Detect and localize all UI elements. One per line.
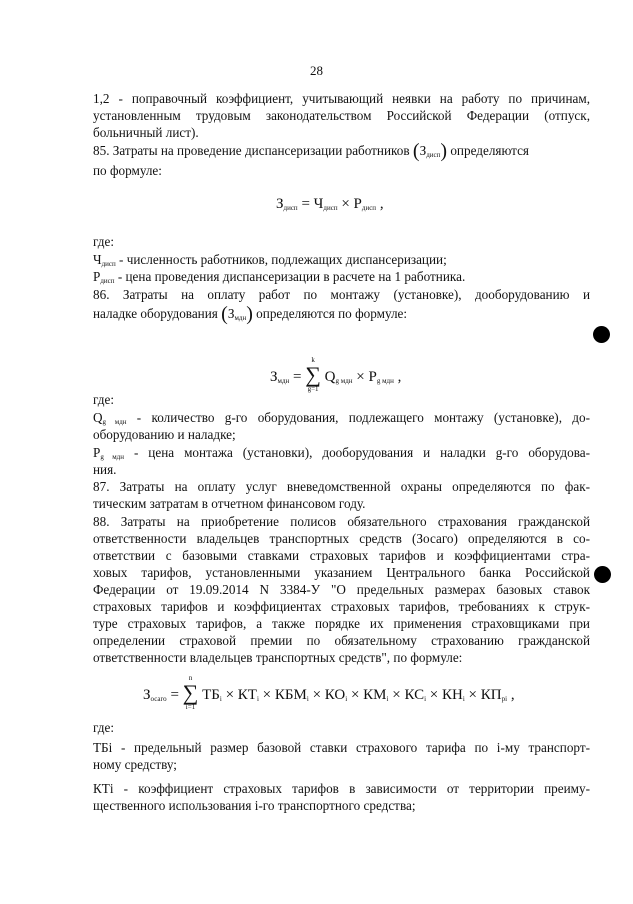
text-line: 1,2 - поправочный коэффициент, учитывающий неявки на работу по причинам, — [93, 91, 590, 106]
text-line: больничный лист). — [93, 125, 199, 140]
definition-line: $P_{g мдн}$ - цена монтажа (установки), дооборудования и наладки g-го оборудова- — [93, 445, 590, 461]
text-line: определении страховой премии по обязательному страхованию гражданской — [93, 633, 590, 648]
text-line: щественного использования i-го транспортного средства; — [93, 798, 416, 813]
text-line: ответственности владельцев транспортных средств (Зосаго) определяются в со- — [93, 531, 590, 546]
formula-osago: $З_{осаго}$ = n ∑ i=1 $ТБ_i \times КТ_i \times КБМ_i \times КО_i \times КМ_i \times КС_i \times КН_i \times КП_{pi}$ , — [143, 674, 515, 711]
text-line: 86. Затраты на оплату работ по монтажу (установке), дооборудованию и — [93, 287, 590, 302]
text-line: ответствии с базовыми ставками страховых тарифов и коэффициентами стра- — [93, 548, 590, 563]
formula-montazh: $З_{мдн}$ = k ∑ g=1 $Q_{g мдн} \times P_{g мдн}$ , — [270, 356, 402, 393]
definition-line: КТi - коэффициент страховых тарифов в зависимости от территории преиму- — [93, 781, 590, 796]
text-line: ния. — [93, 462, 117, 477]
text-line: по формуле: — [93, 163, 162, 178]
punch-hole-mark — [593, 326, 610, 343]
definition-line: $Q_{g мдн}$ - количество g-го оборудования, подлежащего монтажу (установке), до- — [93, 410, 590, 426]
definition-line: $Ч_{дисп}$ - численность работников, подлежащих диспансеризации; — [93, 252, 447, 268]
sum-sign: k ∑ g=1 — [305, 356, 321, 393]
paragraph-85-line1: 85. Затраты на проведение диспансеризации работников $(З_{дисп})$ определяются — [93, 140, 529, 162]
text-line: Федерации от 19.09.2014 N 3384-У "О предельных размерах базовых ставок — [93, 582, 590, 597]
text-line: ному средству; — [93, 757, 177, 772]
punch-hole-mark — [594, 566, 611, 583]
text-line: туре страховых тарифов, а также порядке их применения страховщиками при — [93, 616, 590, 631]
text-line: оборудованию и наладке; — [93, 427, 236, 442]
text-line: 88. Затраты на приобретение полисов обязательного страхования гражданской — [93, 514, 590, 529]
definition-line: ТБi - предельный размер базовой ставки страхового тарифа по i-му транспорт- — [93, 740, 590, 755]
where-label: где: — [93, 392, 114, 407]
text-line: 87. Затраты на оплату услуг вневедомственной охраны определяются по фак- — [93, 479, 590, 494]
formula-dispanserizaciya: $З_{дисп} = Ч_{дисп} \times Р_{дисп}$ , — [276, 196, 384, 212]
text-line: ответственности владельцев транспортных средств", по формуле: — [93, 650, 463, 665]
where-label: где: — [93, 720, 114, 735]
text-line: установленным трудовым законодательством Российской Федерации (отпуск, — [93, 108, 590, 123]
definition-line: $Р_{дисп}$ - цена проведения диспансеризации в расчете на 1 работника. — [93, 269, 466, 285]
text-line: страховых тарифов и коэффициентах страховых тарифов, требованиях к струк- — [93, 599, 590, 614]
where-label: где: — [93, 234, 114, 249]
page-number: 28 — [310, 63, 323, 78]
sum-sign: n ∑ i=1 — [182, 674, 199, 711]
text-line: тическим затратам в отчетном финансовом году. — [93, 496, 366, 511]
paragraph-86-line2: наладке оборудования $(З_{мдн})$ определяются по формуле: — [93, 303, 408, 325]
text-line: ховых тарифов, установленными указанием Центрального банка Российской — [93, 565, 590, 580]
